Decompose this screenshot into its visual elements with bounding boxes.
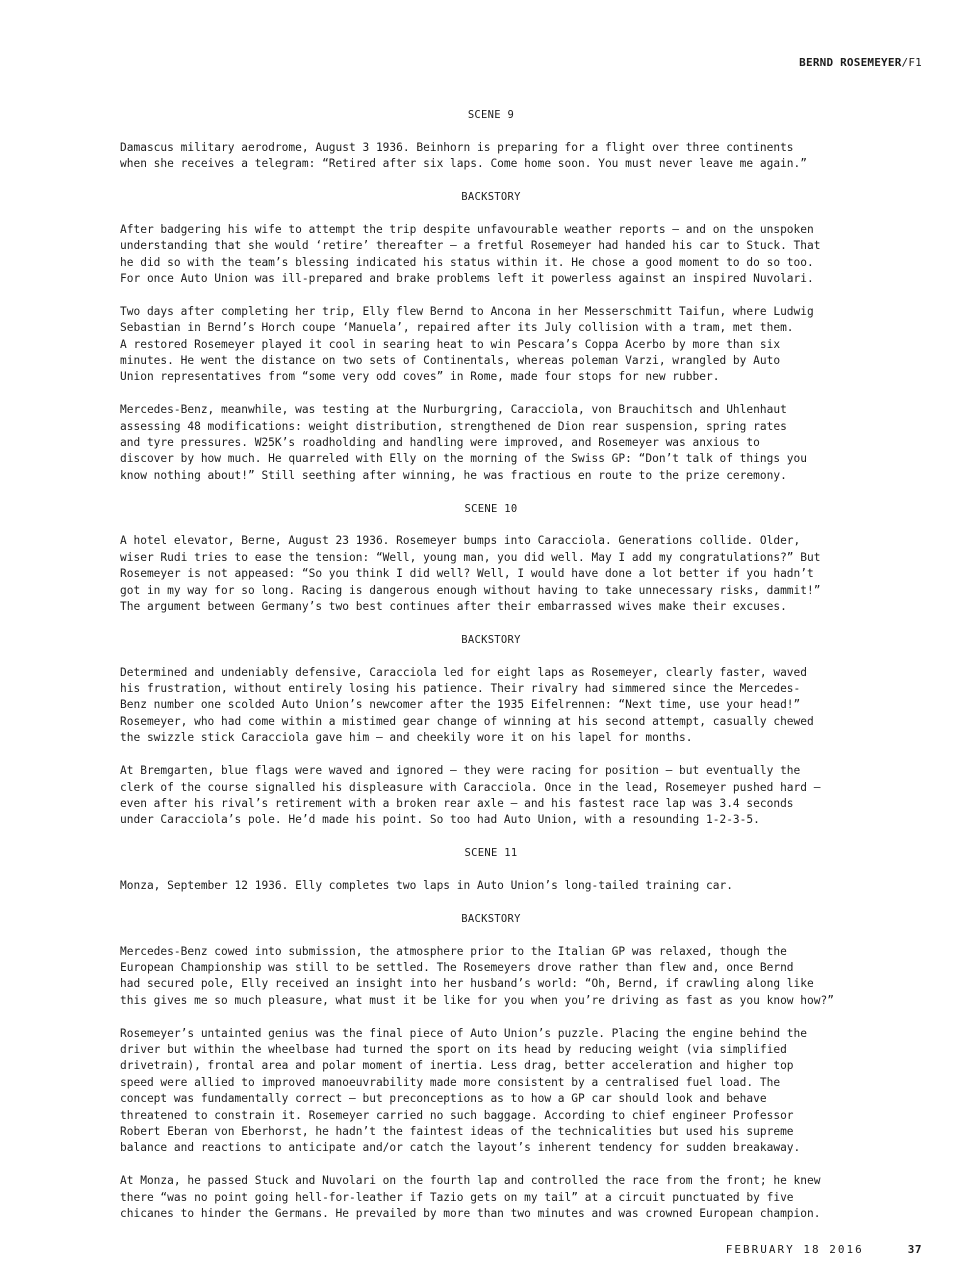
article-body	[120, 107, 862, 1239]
section-heading: SCENE 9	[467, 109, 515, 121]
paragraph: Mercedes-Benz, meanwhile, was testing at the Nurburgring, Caracciola, von Brauchitsch and Uhlenhaut assessing 48 modifications: weight distribution, strengthened de Dion rear suspension, spring rates and tyre pressures. W25K’s roadholding and handling were improved, and Rosemeyer was anxious to discover by how much. He quarreled with Elly on the morning of the Swiss GP: “Don’t talk of things you know nothing about!” Still seething after winning, he was fractious en route to the prize ceremony.	[120, 403, 808, 482]
section-heading: BACKSTORY	[461, 191, 521, 203]
section-heading: BACKSTORY	[461, 633, 521, 646]
paragraph: A hotel elevator, Berne, August 23 1936. Rosemeyer bumps into Caracciola. Generations collide. Older, wiser Rudi tries to ease the tension: “Well, young man, you did well. May I add my congratulations?” But Rosemeyer is not appeased: “So you think I did well? Well, I would have done a lot better if you hadn’t got in my way for so long. Racing is dangerous enough without having to take unnecessary risks, dammit!” The argument between Germany’s two best continues after their embarrassed wives make their excuses.	[120, 534, 821, 614]
paragraph: Monza, September 12 1936. Elly completes two laps in Auto Union’s long-tailed training car.	[120, 878, 733, 892]
section-heading: SCENE 10	[464, 502, 518, 515]
paragraph: At Bremgarten, blue flags were waved and ignored — they were racing for position — but eventually the clerk of the course signalled his displeasure with Caracciola. Once in the lead, Rosemeyer pushed hard — even after his rival’s retirement with a broken rear axle — and his fastest race lap was 3.4 seconds under Caracciola’s pole. He’d made his point. So too had Auto Union, with a resounding 1-2-3-5.	[120, 764, 821, 827]
section-heading: SCENE 11	[464, 847, 518, 860]
running-head-name: BERND ROSEMEYER	[799, 56, 902, 69]
section-heading: BACKSTORY	[461, 912, 521, 925]
paragraph: Determined and undeniably defensive, Caracciola led for eight laps as Rosemeyer, clearly faster, waved his frustration, without entirely losing his patience. Their rivalry had simmered since the Mercedes- Benz number one scolded Auto Union’s newcomer after the 1935 Eifelrennen: “Next time, use your head!” Rosemeyer, who had come within a mistimed gear change of winning at his second attempt, casually chewed the swizzle stick Caracciola gave him — and cheekily wore it on his lapel for months.	[120, 665, 814, 745]
page-number: 37	[907, 1243, 922, 1256]
footer-date: FEBRUARY 18 2016	[725, 1243, 864, 1256]
paragraph: Mercedes-Benz cowed into submission, the atmosphere prior to the Italian GP was relaxed, though the European Championship was still to be settled. The Rosemeyers drove rather than flew and, once Bernd had secured pole, Elly received an insight into her husband’s world: “Oh, Bernd, if crawling along like this gives me so much pleasure, what must it be like for you when you’re driving as fast as you know how?”	[120, 944, 834, 1007]
paragraph: At Monza, he passed Stuck and Nuvolari on the fourth lap and controlled the race from the front; he knew there “was no point going hell-for-leather if Tazio gets on my tail” at a circuit punctuated by five chicanes to hinder the Germans. He prevailed by more than two minutes and was crowned European champion.	[120, 1174, 821, 1220]
paragraph: Two days after completing her trip, Elly flew Bernd to Ancona in her Messerschmitt Taifun, where Ludwig Sebastian in Bernd’s Horch coupe ‘Manuela’, repaired after its July collision with a tram, met them. A restored Rosemeyer played it cool in searing heat to win Pescara’s Coppa Acerbo by more than six minutes. He went the distance on two sets of Continentals, whereas poleman Varzi, wrangled by Auto Union representatives from “some very odd coves” in Rome, made four stops for new rubber.	[120, 304, 814, 384]
paragraph: Rosemeyer’s untainted genius was the final piece of Auto Union’s puzzle. Placing the engine behind the driver but within the wheelbase had turned the sport on its head by reducing weight (via simplified drivetrain), frontal area and polar moment of inertia. Less drag, better acceleration and higher top speed were allied to improved manoeuvrability made more consistent by a centralised fuel load. The concept was fundamentally correct — but preconceptions as to how a GP car should look and behave threatened to constrain it. Rosemeyer carried no such baggage. According to chief engineer Professor Robert Eberan von Eberhorst, he hadn’t the faintest ideas of the technicalities but used his supreme balance and reactions to anticipate and/or catch the layout’s inherent tendency for sudden breakaway.	[120, 1026, 808, 1155]
paragraph: Damascus military aerodrome, August 3 1936. Beinhorn is preparing for a flight over three continents when she receives a telegram: “Retired after six laps. Come home soon. You must never leave me again.”	[120, 140, 808, 171]
running-head-separator: /	[901, 56, 909, 69]
running-head-section: F1	[908, 56, 922, 69]
page-footer	[726, 1243, 922, 1256]
running-head	[799, 56, 922, 69]
paragraph: After badgering his wife to attempt the trip despite unfavourable weather reports — and on the unspoken understanding that she would ‘retire’ thereafter — a fretful Rosemeyer had handed his car to Stuck. That he did so with the team’s blessing indicated his status within it. He chose a good moment to do so too. For once Auto Union was ill-prepared and brake problems left it powerless against an inspired Nuvolari.	[120, 222, 821, 286]
